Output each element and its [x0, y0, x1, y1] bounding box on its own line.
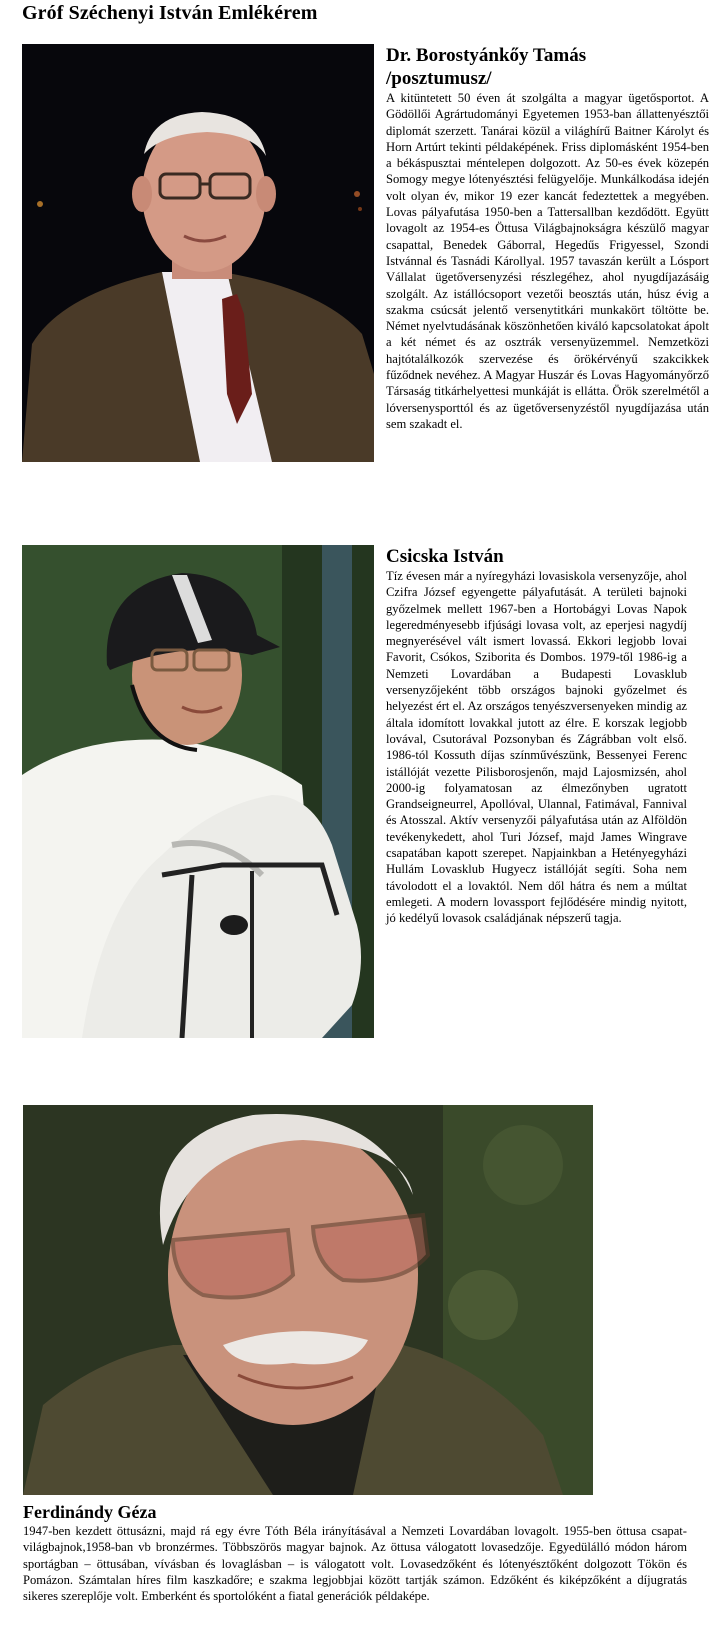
laureate-section-2 [0, 545, 709, 1038]
portrait-photo-csicska [22, 545, 374, 1038]
laureate-bio: 1947-ben kezdett öttusázni, majd rá egy évre Tóth Béla irányításával a Nemzeti Lovardában lovagolt. 1955-ben öttusa csapat-világbajnok,1958-ban vb bronzérmes. Többszörös magyar bajnok. Az öttusa válogatott lovasedzője. Egyedülálló módon három sportágban – öttusában, vívásban és lovaglásban – is válogatott volt. Lovasedzőként és lótenyésztőként dolgozott Tökön és Pomázon. Számtalan híres film kaszkadőre; e szakma legjobbjai között tartják számon. Edzőként és kiképzőként a díjugratás sikeres szereplője volt. Emberként és sportolóként a fiatal generációk példaképe. [23, 1524, 687, 1604]
laureate-bio: Tíz évesen már a nyíregyházi lovasiskola versenyzője, ahol Czifra József egyengette pályafutását. A területi bajnoki győzelmek mellett 1967-ben a Hortobágyi Lovas Napok legeredményesebb ifjúsági lovasa volt, az eperjesi nagydíj megnyerésével vált ismert lovassá. Ekkori legjobb lovai Favorit, Csókos, Sziborita és Dombos. 1979-től 1986-ig a Nemzeti Lovardában a Budapesti Lovasklub versenyzőjeként több országos bajnoki győzelmet és helyezést ért el. Az országos tenyészversenyeken mindig az általa idomított lovakkal jutott az élre. E korszak legjobb lovával, Csutorával Pozsonyban és Zágrábban volt első. 1986-tól Kossuth díjas színművészünk, Bessenyei Ferenc istállóját vezette Pilisborosjenőn, majd Lajosmizsén, ahol 2000-ig folyamatosan az élmezőnyben ugratott Grandseigneurrel, Apollóval, Ulannal, Fatimával, Fannival és Atosszal. Aktív versenyzői pályafutása után az Alföldön tevékenykedett, ahol Turi József, majd James Wingrave csapatában kapott szerepet. Napjainkban a Hetényegyházi Hullám Lovasklub Hugyecz istállóját segíti. Soha nem távolodott el a lovaktól. Nem dől hátra és nem a múltat emlegeti. A modern lovassport fejlődésére mindig nyitott, jó kedélyű lovasok családjának népszerű tagja. [386, 569, 687, 926]
laureate-bio: A kitüntetett 50 éven át szolgálta a magyar ügetősportot. A Gödöllői Agrártudományi Egyetemen 1953-ban állattenyésztői diplomát szerzett. Tanárai közül a világhírű Baitner Károlyt és Horn Artúrt tekinti példaképének. Friss diplomásként 1954-ben a békáspusztai méntelepen dolgozott. Az 50-es évek közepén Somogy megye lótenyésztési felügyelője. Munkálkodása idején volt olyan év, mikor 19 ezer kancát fedeztettek a megyében. Lovas pályafutása 1950-ben a Tattersallban kezdődött. Együtt lovagolt az 1954-es Öttusa Világbajnokságra készülő magyar csapattal, Benedek Gáborral, Hegedűs Frigyessel, Szondi Istvánnal és Tasnádi Károllyal. 1957 tavaszán került a Lósport Vállalat ügetőversenyzési részlegéhez, ahol nyugdíjazásáig szolgált. Az istállócsoport vezetői beosztás után, húsz évig a szakma csúcsát jelentő versenytitkári munkakört töltötte be. Német nyelvtudásának köszönhetően kiváló kapcsolatokat ápolt a két német és az osztrák versenyüzemmel. Nemzetközi hajtótalálkozók szervezése és örökérvényű szakcikkek fűződnek nevéhez. A Magyar Huszár és Lovas Hagyományőrző Társaság titkárhelyettesi munkáját is ellátta. Örök szerelmétől a lóversenysporttól és az ügetőversenyzéstől nyugdíjazása után sem szakadt el. [386, 91, 709, 431]
portrait-elderly-man-mustache-tinted-glasses-icon [23, 1105, 593, 1495]
portrait-rider-helmet-white-horse-icon [22, 545, 374, 1038]
laureate-section-1 [0, 44, 709, 462]
portrait-photo-borostyankoy [22, 44, 374, 462]
page-title: Gróf Széchenyi István Emlékérem [22, 2, 318, 24]
laureate-name: Ferdinándy Géza [23, 1502, 157, 1522]
portrait-photo-ferdinandy [23, 1105, 593, 1495]
laureate-name-note: /posztumusz/ [386, 68, 492, 89]
laureate-name: Dr. Borostyánkőy Tamás [386, 45, 587, 66]
laureate-section-3 [0, 1105, 709, 1604]
laureate-name: Csicska István [386, 546, 504, 567]
portrait-elderly-man-glasses-tie-icon [22, 44, 374, 462]
